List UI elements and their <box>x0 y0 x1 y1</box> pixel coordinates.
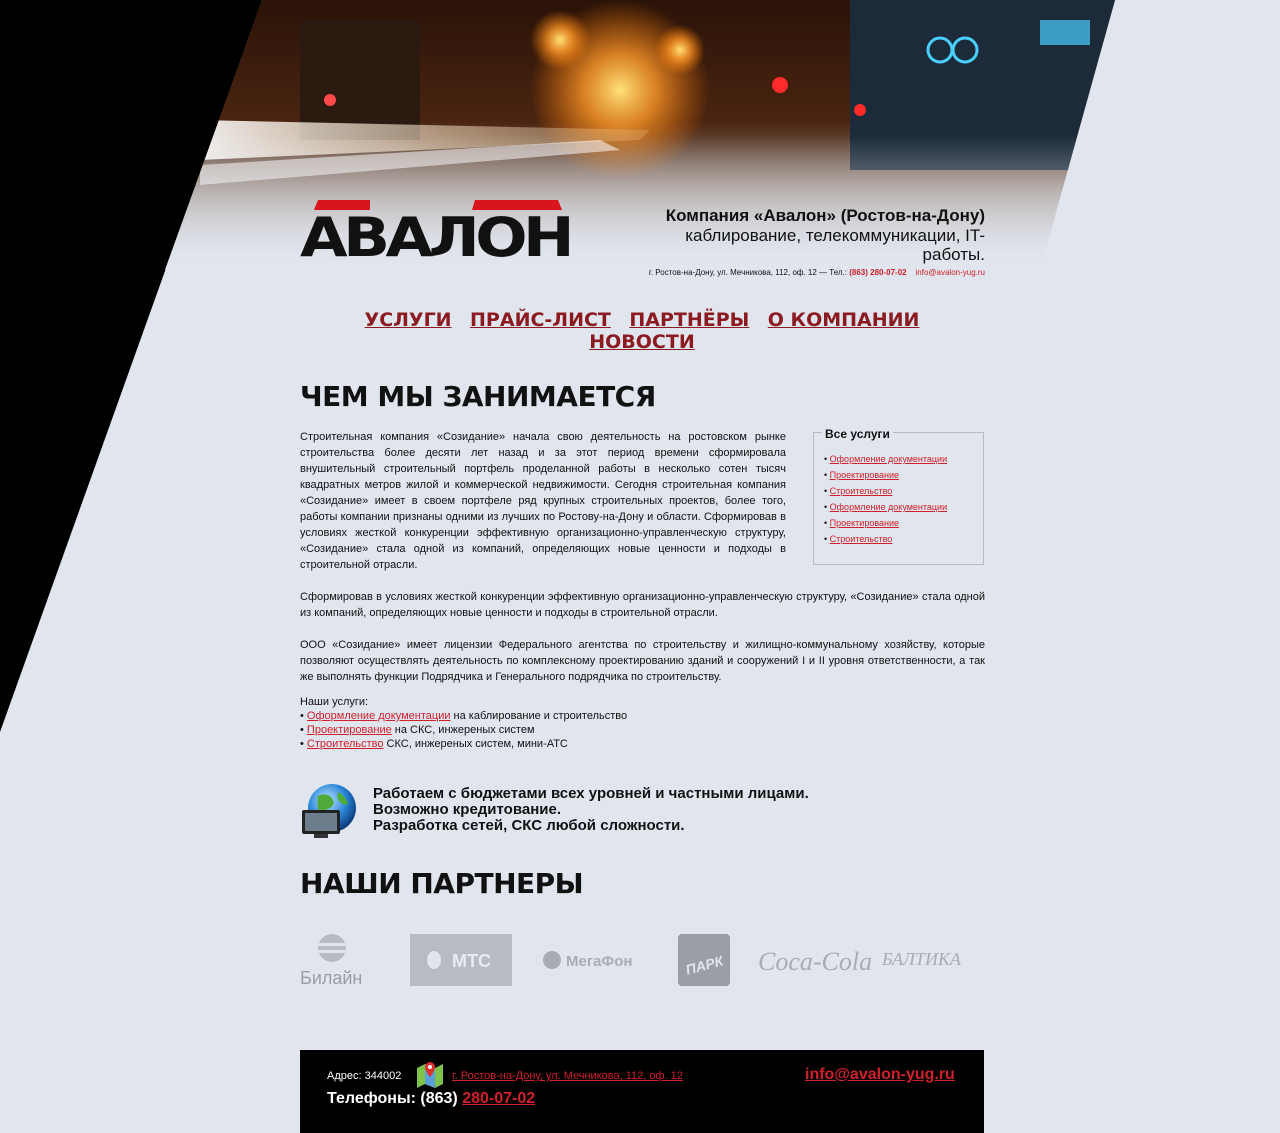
sidebar-link-documentation[interactable]: Оформление документации <box>829 454 948 464</box>
svg-text:МегаФон: МегаФон <box>566 953 633 970</box>
svg-text:АВАЛОН: АВАЛОН <box>300 206 570 269</box>
promo-text <box>373 786 809 834</box>
sidebar-item: • Оформление документации <box>824 454 948 464</box>
globe-monitor-icon <box>300 782 360 842</box>
nav-about[interactable]: О КОМПАНИИ <box>767 309 920 331</box>
paragraph-intro: Строительная компания «Созидание» начала свою деятельность на ростовском рынке строительства более десяти лет назад и за этот период времени сформировала внушительный строительный портфель проделанной работы в несколько сотен тысяч квадратных метров жилой и коммерческой недвижимости. Сегодня строительная компания «Созидание» имеет в своем портфеле ряд крупных строительных проектов, более того, работы компании признаны одними из лучших по Ростову-на-Дону и области. Сформировав в условиях жесткой конкуренции эффективную организационно-управленческую структуру, «Созидание» стала одной из компаний, определяющих новые ценности и подходы в строительной отрасли. <box>300 431 786 571</box>
sidebar-title: Все услуги <box>822 427 893 441</box>
paragraph-licenses: ООО «Созидание» имеет лицензии Федерального агентства по строительству и жилищно-коммунальному хозяйству, которые позволяют осуществлять деятельность по комплексному проектированию зданий и сооружений I и II уровня ответственности, а так же выполнять функции Подрядчика и Генерального подрядчика по строительству. <box>300 639 985 683</box>
svg-text:БАЛТИКА: БАЛТИКА <box>882 949 961 969</box>
partner-logo-megafon[interactable] <box>542 930 646 990</box>
partner-logo-baltika[interactable] <box>882 930 984 990</box>
sidebar-link-design[interactable]: Проектирование <box>829 518 900 528</box>
footer-address-link[interactable]: г. Ростов-на-Дону, ул. Мечникова, 112, оф. 12 <box>452 1070 683 1082</box>
service-link-documentation[interactable]: Оформление документации <box>306 710 451 722</box>
promo-line: Разработка сетей, СКС любой сложности. <box>373 817 685 834</box>
partner-logo-park[interactable] <box>678 930 730 990</box>
promo-line: Работаем с бюджетами всех уровней и частными лицами. <box>373 785 809 802</box>
service-desc: на СКС, инжереных систем <box>391 724 535 736</box>
avalon-logo[interactable] <box>300 196 570 269</box>
service-link-design[interactable]: Проектирование <box>306 724 392 736</box>
svg-text:Coca-Cola: Coca-Cola <box>758 947 873 976</box>
footer-phones-label: Телефоны: (863) <box>327 1090 458 1107</box>
nav-news[interactable]: НОВОСТИ <box>589 331 695 353</box>
sidebar-item: • Проектирование <box>824 470 900 480</box>
partners-logos <box>300 930 984 990</box>
main-nav <box>300 309 984 353</box>
list-item: • Строительство СКС, инжереных систем, мини-АТС <box>300 738 568 750</box>
services-heading: Наши услуги: <box>300 696 369 708</box>
list-item: • Проектирование на СКС, инжереных систем <box>300 724 535 736</box>
paragraph-structure: Сформировав в условиях жесткой конкуренции эффективную организационно-управленческую структуру, «Созидание» стала одной из компаний, определяющих новые ценности и подходы в строительной отрасли. <box>300 591 985 619</box>
header-contacts <box>640 267 985 279</box>
footer-phones <box>327 1090 535 1108</box>
partner-logo-mts[interactable] <box>410 930 512 990</box>
nav-price-list[interactable]: ПРАЙС-ЛИСТ <box>470 309 611 331</box>
partner-logo-cocacola[interactable] <box>758 930 873 990</box>
service-desc: СКС, инжереных систем, мини-АТС <box>383 738 568 750</box>
sidebar-item: • Строительство <box>824 486 893 496</box>
svg-text:МТС: МТС <box>452 951 491 971</box>
partners-title: НАШИ ПАРТНЕРЫ <box>300 867 584 900</box>
header-address: г. Ростов-на-Дону, ул. Мечникова, 112, оф. 12 — Тел.: <box>648 268 847 277</box>
footer-address-label: Адрес: 344002 <box>327 1070 402 1082</box>
sidebar-link-documentation[interactable]: Оформление документации <box>829 502 948 512</box>
services-list <box>300 695 985 751</box>
nav-partners[interactable]: ПАРТНЁРЫ <box>629 309 750 331</box>
header-phone-link[interactable]: (863) 280-07-02 <box>849 268 907 277</box>
promo-line: Возможно кредитование. <box>373 801 561 818</box>
sidebar-item: • Проектирование <box>824 518 900 528</box>
list-item: • Оформление документации на каблирование и строительство <box>300 710 628 722</box>
service-desc: на каблирование и строительство <box>450 710 628 722</box>
footer-email-link[interactable]: info@avalon-yug.ru <box>805 1066 955 1083</box>
sidebar-link-construction[interactable]: Строительство <box>829 486 893 496</box>
company-name: Компания «Авалон» (Ростов-на-Дону) <box>665 206 985 225</box>
main-content <box>300 429 985 751</box>
svg-text:ПАРК: ПАРК <box>683 952 725 978</box>
footer <box>300 1050 984 1133</box>
company-tagline: каблирование, телекоммуникации, IT-работы. <box>685 226 985 264</box>
sidebar-link-construction[interactable]: Строительство <box>829 534 893 544</box>
sidebar-link-design[interactable]: Проектирование <box>829 470 900 480</box>
footer-phone-link[interactable]: 280-07-02 <box>462 1090 536 1107</box>
page-title: ЧЕМ МЫ ЗАНИМАЕТСЯ <box>300 380 656 413</box>
company-info <box>640 206 985 279</box>
header-email-link[interactable]: info@avalon-yug.ru <box>915 268 985 277</box>
partner-logo-beeline[interactable] <box>300 930 372 990</box>
sidebar-item: • Оформление документации <box>824 502 948 512</box>
nav-services[interactable]: УСЛУГИ <box>364 309 452 331</box>
service-link-construction[interactable]: Строительство <box>306 738 384 750</box>
map-icon[interactable] <box>415 1060 445 1090</box>
svg-text:Билайн: Билайн <box>300 968 363 988</box>
sidebar-item: • Строительство <box>824 534 893 544</box>
